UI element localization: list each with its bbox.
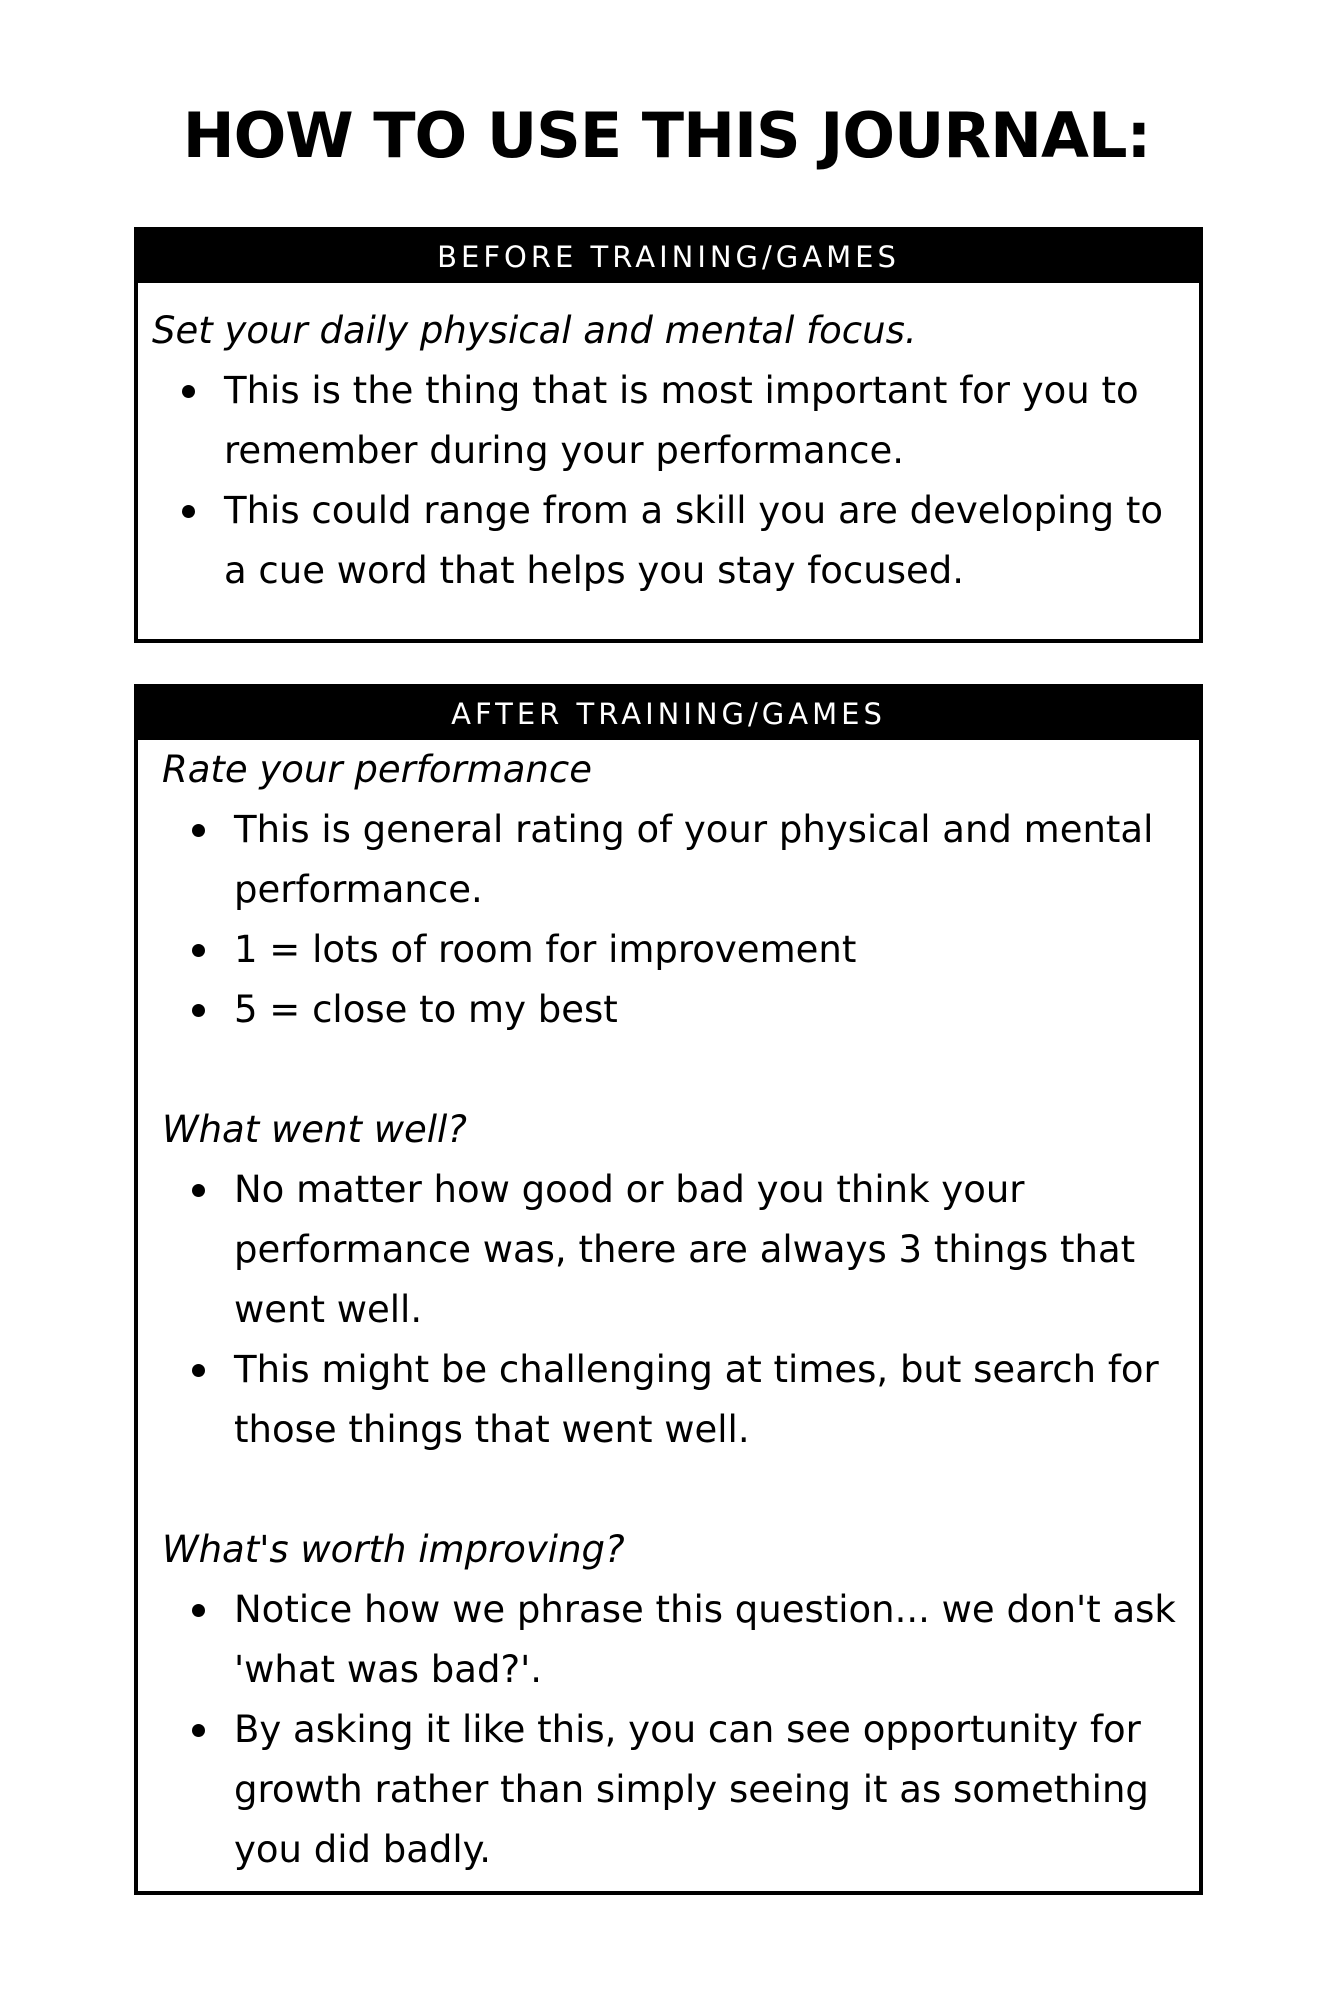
- bullet-icon: [192, 1604, 205, 1617]
- before-training-body: [138, 283, 1199, 601]
- bullet-icon: [192, 824, 205, 837]
- before-training-box: [134, 227, 1203, 643]
- list-item-text: This is general rating of your physical and mental performance.: [234, 808, 1154, 911]
- list-item-text: No matter how good or bad you think your performance was, there are always 3 things that went well.: [234, 1168, 1136, 1331]
- list-item-text: 1 = lots of room for improvement: [234, 928, 857, 971]
- rate-performance-list: [162, 800, 1179, 1040]
- list-item: [162, 920, 1179, 980]
- what-went-well-list: [162, 1160, 1179, 1460]
- list-item: [162, 1340, 1179, 1460]
- section-heading-worth-improving: What's worth improving?: [162, 1528, 625, 1571]
- list-item-text: This is the thing that is most important for you to remember during your performance.: [224, 369, 1139, 472]
- list-item: [162, 1160, 1179, 1340]
- section-heading-daily-focus: Set your daily physical and mental focus.: [152, 309, 917, 352]
- section-spacer: [162, 1460, 1179, 1520]
- bullet-icon: [182, 385, 195, 398]
- list-item-text: 5 = close to my best: [234, 988, 618, 1031]
- list-item: [152, 481, 1179, 601]
- list-item-text: This could range from a skill you are developing to a cue word that helps you stay focused.: [224, 489, 1164, 592]
- section-spacer: [162, 1040, 1179, 1100]
- after-training-header: AFTER TRAINING/GAMES: [138, 688, 1199, 740]
- bullet-icon: [182, 505, 195, 518]
- after-training-body: [138, 740, 1199, 1880]
- list-item: [162, 800, 1179, 920]
- page-title: HOW TO USE THIS JOURNAL:: [182, 99, 1151, 172]
- list-item: [162, 1580, 1179, 1700]
- bullet-icon: [192, 1004, 205, 1017]
- bullet-icon: [192, 944, 205, 957]
- worth-improving-list: [162, 1580, 1179, 1880]
- list-item-text: This might be challenging at times, but search for those things that went well.: [234, 1348, 1159, 1451]
- daily-focus-list: [152, 361, 1179, 601]
- list-item: [162, 1700, 1179, 1880]
- before-training-header: BEFORE TRAINING/GAMES: [138, 231, 1199, 283]
- bullet-icon: [192, 1184, 205, 1197]
- list-item: [152, 361, 1179, 481]
- section-heading-what-went-well: What went well?: [162, 1108, 467, 1151]
- list-item: [162, 980, 1179, 1040]
- list-item-text: By asking it like this, you can see opportunity for growth rather than simply seeing it as something you did badly.: [234, 1708, 1149, 1871]
- bullet-icon: [192, 1724, 205, 1737]
- after-training-box: [134, 684, 1203, 1895]
- list-item-text: Notice how we phrase this question... we don't ask 'what was bad?'.: [234, 1588, 1176, 1691]
- bullet-icon: [192, 1364, 205, 1377]
- section-heading-rate-performance: Rate your performance: [162, 748, 592, 791]
